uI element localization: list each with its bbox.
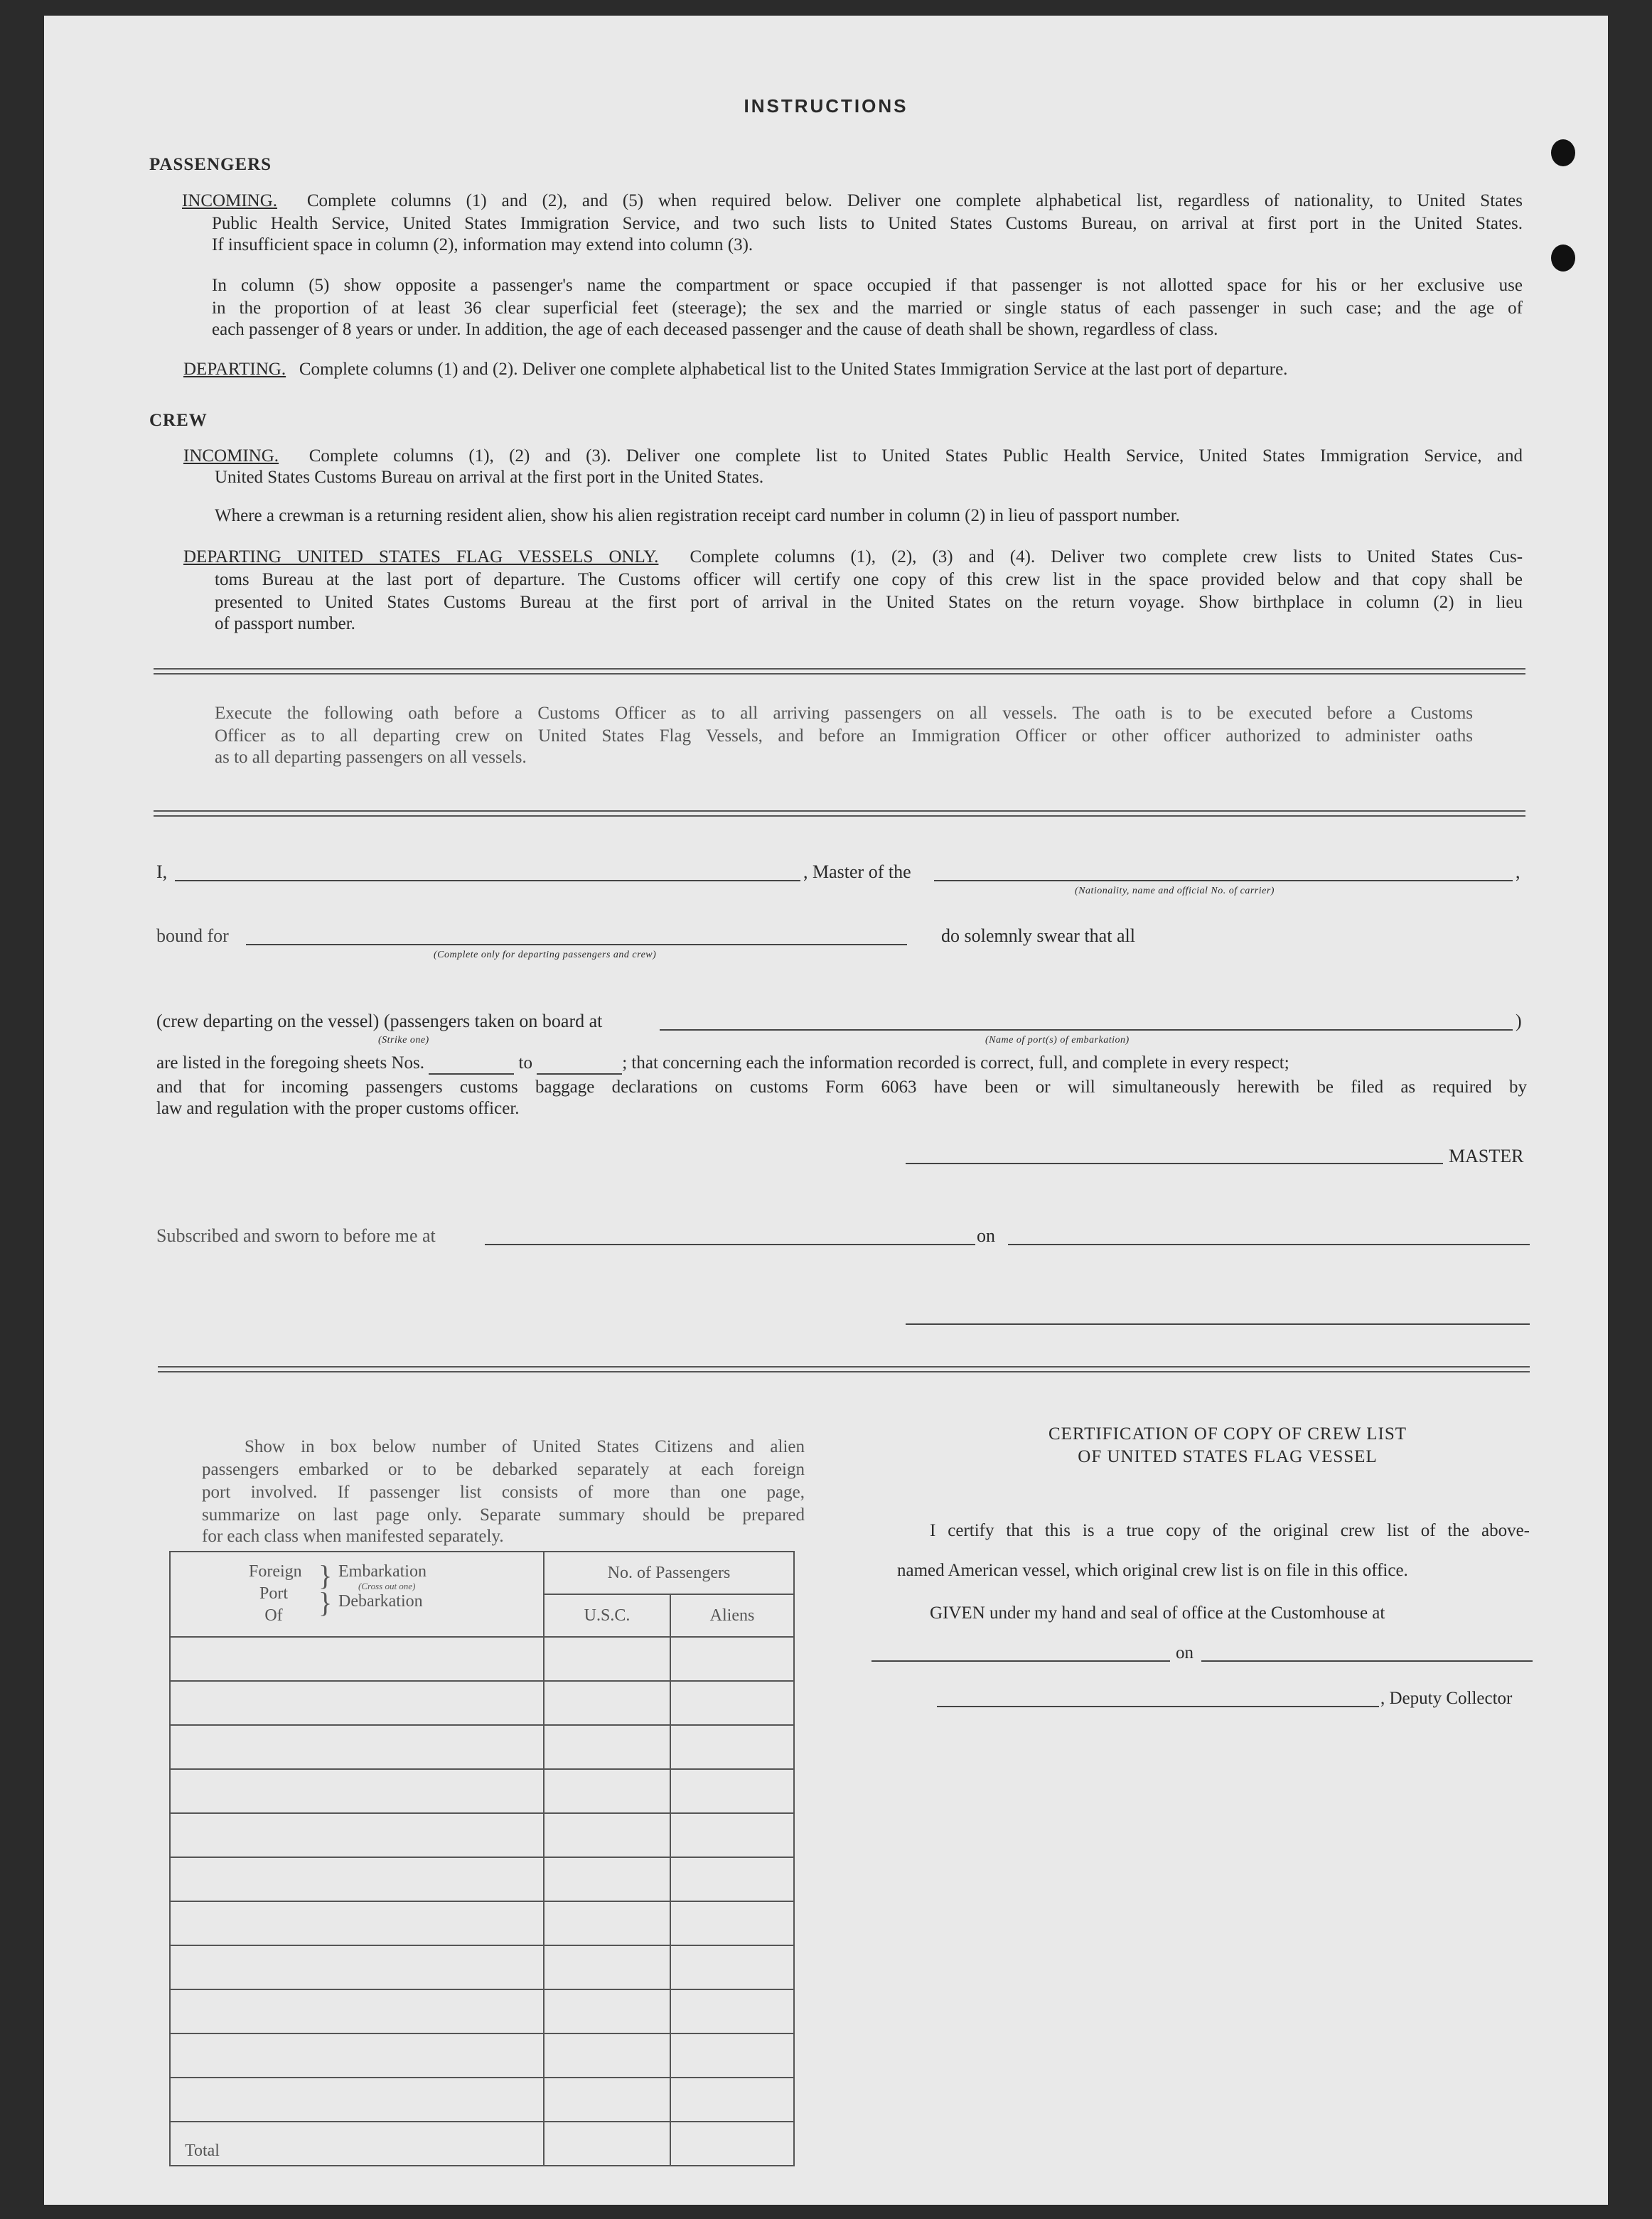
usc-cell[interactable] xyxy=(544,1901,670,1945)
usc-cell[interactable] xyxy=(544,1945,670,1989)
usc-cell[interactable] xyxy=(544,1769,670,1813)
oath-instructions: Execute the following oath before a Customs Officer as to all arriving passengers on all vessels. The oath is to be executed before a Customs xyxy=(215,704,1473,723)
strike-one-caption: (Strike one) xyxy=(378,1035,429,1046)
section-divider xyxy=(158,1366,1530,1372)
table-row xyxy=(170,2078,794,2122)
crew-incoming-label: INCOMING. xyxy=(183,446,279,466)
port-cell[interactable] xyxy=(170,2078,544,2122)
sheet-to-field[interactable] xyxy=(537,1053,622,1075)
cert-on-label: on xyxy=(1176,1643,1194,1662)
passengers-departing-label: DEPARTING. xyxy=(183,360,286,379)
sheet-from-field[interactable] xyxy=(429,1053,514,1075)
crew-heading: CREW xyxy=(149,411,208,430)
usc-cell[interactable] xyxy=(544,1989,670,2033)
swear-label: do solemnly swear that all xyxy=(941,925,1135,946)
section-divider xyxy=(154,810,1525,817)
listed-sheets-line: are listed in the foregoing sheets Nos. to ; that concerning each the information recorded is correct, full, and complete in every respect; xyxy=(156,1053,1289,1075)
cert-date-field[interactable] xyxy=(1201,1660,1533,1662)
aliens-cell[interactable] xyxy=(670,1901,794,1945)
form-sheet: INSTRUCTIONS PASSENGERS INCOMING. Complete columns (1) and (2), and (5) when required below. Deliver one complete alphabetical list, regardless of nationality, to United States Public Health Service, United States Immigration Service, and two such lists to United States Customs Bureau, on arrival at first port in the United States. If insufficient space in column (2), information may extend into column (3). In column (5) show opposite a passenger's name the compartment or space occupied if that passenger is not allotted space for his or her exclusive use in the proportion of at least 36 clear superficial feet (steerage); the sex and the married or single status of each passenger in such case; and the age of each passenger of 8 years or under. In addition, the age of each deceased passenger and the cause of death shall be shown, regardless of class. DEPARTING. Complete columns (1) and (2). Deliver one complete alphabetical list to the United States Immigration Service at the last port of departure. CREW INCOMING. Complete columns (1), (2) and (3). Deliver one complete list to United States Public Health Service, United States Immigration Service, and United States Customs Bureau on arrival at the first port in the United States. Where a crewman is a returning resident alien, show his alien registration receipt card number in column (2) in lieu of passport number. DEPARTING UNITED STATES FLAG VESSELS ONLY. Complete columns (1), (2), (3) and (4). Deliver two complete crew lists to United States Cus- toms Bureau at the last port of departure. The Customs officer will certify one copy of this crew list in the space provided below and that copy shall be presented to United States Customs Bureau at the first port of arrival in the United States on the return voyage. Show birthplace in column (2) in lieu of passport number. Execute the following oath before a Customs Officer as to all arriving passengers on all vessels. The oath is to be executed before a Customs Officer as to all departing crew on United States Flag Vessels, and before an Immigration Officer or other officer authorized to administer oaths as to all departing passengers on all vessels. I, , Master of the , (Nationality, name and official No. of carrier) bound for do solemnly swear that all (Complete only for departing passengers and crew) (crew departing on the vessel) (passengers taken on board at ) (Strike one) (Name of port(s) of embarkation) are listed in the foregoing sheets Nos. to ; that concerning each the information recorded is correct, full, and complete in every respect; and that for incoming passengers customs baggage declarations on customs Form 6063 have been or will simultaneously herewith be filed as required by law and regulation with the proper customs officer. MASTER Subscribed and sworn to before me at on Show in box below number of United States Citizens and alien passengers embarked or to be debarked separately at each foreign port involved. If passenger list consists of more than one page, summarize on last page only. Separate summary should be prepared for each class when manifested separately. Foreign Port Of } } Embarkation (Cross out one) Debarkation No. of Passengers U.S.C. Aliens Total CERTIFICATION OF COPY OF CREW LIST OF UNITED STATES FLAG VESSEL I certify that this is a true copy of the original crew list of the above- named American vessel, which original crew list is on file in this office. GIVEN under my hand and seal of office at the Customhouse at on , Deputy Collector xyxy=(44,16,1608,2205)
table-row xyxy=(170,2033,794,2078)
complete-only-caption: (Complete only for departing passengers and crew) xyxy=(434,950,657,960)
usc-cell[interactable] xyxy=(544,1681,670,1725)
port-cell[interactable] xyxy=(170,2033,544,2078)
port-cell[interactable] xyxy=(170,1769,544,1813)
master-signature-field[interactable] xyxy=(906,1163,1443,1164)
carrier-field[interactable] xyxy=(934,880,1513,881)
aliens-cell[interactable] xyxy=(670,2033,794,2078)
port-cell[interactable] xyxy=(170,1901,544,1945)
embarkation-ports-field[interactable] xyxy=(660,1029,1513,1031)
passenger-summary-table xyxy=(169,1551,795,2166)
passengers-heading: PASSENGERS xyxy=(149,155,272,174)
master-of-the-label: , Master of the xyxy=(803,861,911,882)
brace-icon: } } xyxy=(318,1559,333,1618)
sworn-date-field[interactable] xyxy=(1008,1244,1530,1245)
summary-instructions: Show in box below number of United States Citizens and alien xyxy=(245,1437,805,1456)
table-row xyxy=(170,1681,794,1725)
crew-resident-paragraph: Where a crewman is a returning resident alien, show his alien registration receipt card number in column (2) in lieu of passport number. xyxy=(215,506,1180,525)
port-header-cell: Foreign Port Of } } Embarkation (Cross out one) Debarkation xyxy=(170,1552,544,1637)
customhouse-field[interactable] xyxy=(871,1660,1170,1662)
table-row xyxy=(170,1637,794,1681)
section-divider xyxy=(154,668,1525,675)
usc-cell[interactable] xyxy=(544,1725,670,1769)
deputy-signature-field[interactable] xyxy=(937,1706,1379,1707)
certification-title: CERTIFICATION OF COPY OF CREW LIST OF UNITED STATES FLAG VESSEL xyxy=(1048,1424,1407,1466)
usc-cell[interactable] xyxy=(544,1637,670,1681)
port-cell[interactable] xyxy=(170,1945,544,1989)
deputy-collector-label: , Deputy Collector xyxy=(1380,1689,1513,1708)
column5-paragraph: In column (5) show opposite a passenger's name the compartment or space occupied if that passenger is not allotted space for his or her exclusive use xyxy=(212,276,1523,295)
usc-total-cell[interactable] xyxy=(544,2122,670,2166)
subscribed-label: Subscribed and sworn to before me at xyxy=(156,1225,436,1246)
crew-departing-label: (crew departing on the vessel) (passengers taken on board at xyxy=(156,1011,603,1031)
oath-i-label: I, xyxy=(156,861,168,882)
table-row xyxy=(170,1945,794,1989)
aliens-cell[interactable] xyxy=(670,1813,794,1857)
table-row xyxy=(170,1725,794,1769)
bound-for-label: bound for xyxy=(156,925,229,946)
ports-caption: (Name of port(s) of embarkation) xyxy=(985,1035,1130,1046)
total-label: Total xyxy=(170,2122,544,2166)
table-row xyxy=(170,1813,794,1857)
aliens-cell[interactable] xyxy=(670,1725,794,1769)
master-label: MASTER xyxy=(1449,1146,1524,1166)
port-cell[interactable] xyxy=(170,1813,544,1857)
port-cell[interactable] xyxy=(170,1857,544,1901)
crew-departing-paragraph: DEPARTING UNITED STATES FLAG VESSELS ONLY. Complete columns (1), (2), (3) and (4). Deliver two complete crew lists to United States Cus- xyxy=(183,547,1523,566)
port-cell[interactable] xyxy=(170,1681,544,1725)
table-row xyxy=(170,1901,794,1945)
certification-text: I certify that this is a true copy of the original crew list of the above- xyxy=(930,1521,1530,1540)
passengers-departing-paragraph: DEPARTING. Complete columns (1) and (2). Deliver one complete alphabetical list to the United States Immigration Service at the last port of departure. xyxy=(183,360,1288,379)
usc-cell[interactable] xyxy=(544,1813,670,1857)
aliens-cell[interactable] xyxy=(670,1769,794,1813)
punch-hole-icon xyxy=(1551,139,1575,166)
aliens-cell[interactable] xyxy=(670,1989,794,2033)
passengers-incoming-paragraph: INCOMING. Complete columns (1) and (2), and (5) when required below. Deliver one complete alphabetical list, regardless of nationality, to United States xyxy=(182,191,1523,210)
port-cell[interactable] xyxy=(170,1637,544,1681)
usc-cell[interactable] xyxy=(544,2033,670,2078)
nationality-caption: (Nationality, name and official No. of carrier) xyxy=(1075,886,1275,896)
usc-cell[interactable] xyxy=(544,1857,670,1901)
aliens-cell[interactable] xyxy=(670,1681,794,1725)
aliens-total-cell[interactable] xyxy=(670,2122,794,2166)
port-cell[interactable] xyxy=(170,1989,544,2033)
bound-for-field[interactable] xyxy=(246,944,907,945)
master-name-field[interactable] xyxy=(175,880,800,881)
aliens-header: Aliens xyxy=(670,1594,794,1637)
port-cell[interactable] xyxy=(170,1725,544,1769)
aliens-cell[interactable] xyxy=(670,1945,794,1989)
aliens-cell[interactable] xyxy=(670,2078,794,2122)
passengers-count-header: No. of Passengers xyxy=(544,1552,794,1594)
aliens-cell[interactable] xyxy=(670,1857,794,1901)
usc-header: U.S.C. xyxy=(544,1594,670,1637)
table-row xyxy=(170,1989,794,2033)
page-title: INSTRUCTIONS xyxy=(744,95,908,117)
usc-cell[interactable] xyxy=(544,2078,670,2122)
aliens-cell[interactable] xyxy=(670,1637,794,1681)
crew-departing-label: DEPARTING UNITED STATES FLAG VESSELS ONLY. xyxy=(183,547,659,566)
table-row xyxy=(170,1769,794,1813)
officer-signature-field[interactable] xyxy=(906,1323,1530,1325)
passengers-incoming-label: INCOMING. xyxy=(182,191,278,210)
sworn-place-field[interactable] xyxy=(485,1244,975,1245)
crew-incoming-paragraph: INCOMING. Complete columns (1), (2) and (3). Deliver one complete list to United States Public Health Service, United States Immigration Service, and xyxy=(183,446,1523,466)
sworn-on-label: on xyxy=(977,1225,995,1246)
table-row xyxy=(170,1857,794,1901)
punch-hole-icon xyxy=(1551,245,1575,272)
total-row xyxy=(170,2122,794,2166)
